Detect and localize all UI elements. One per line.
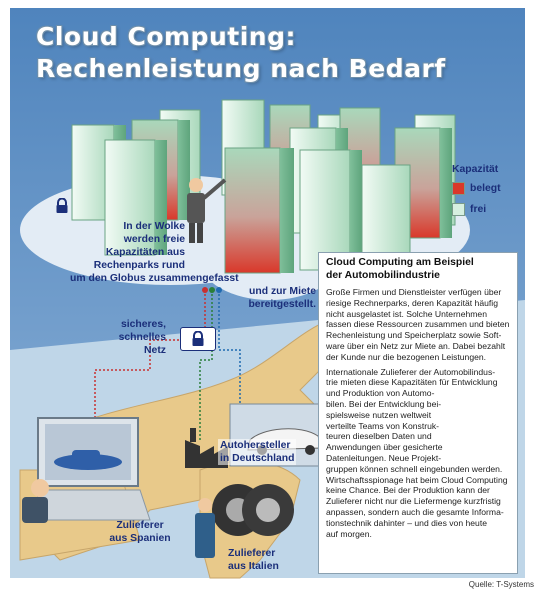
label-italien	[228, 547, 279, 573]
cloud-text-line-1: In der Wolke	[123, 221, 185, 232]
cloud-text-tail	[210, 285, 316, 311]
label-spanien-line-2: aus Spanien	[109, 533, 171, 544]
legend-swatch-belegt	[452, 182, 465, 195]
label-deutschland-line-1: Autohersteller	[220, 440, 291, 451]
title-line-2: Rechenleistung nach Bedarf	[36, 54, 446, 83]
label-italien-line-1: Zulieferer	[228, 548, 276, 559]
cloud-text-line-5: um den Globus zusammengefasst	[70, 273, 239, 284]
legend-swatch-frei	[452, 203, 465, 216]
spain-workstation	[22, 418, 150, 523]
label-spanien	[100, 519, 180, 545]
cloud-text-line-7: bereitgestellt.	[248, 299, 316, 310]
network-label	[100, 318, 166, 357]
network-label-line-3: Netz	[144, 345, 166, 356]
legend-label-belegt: belegt	[470, 183, 501, 194]
cloud-text-line-2: werden freie	[123, 234, 185, 245]
cloud-text	[40, 220, 185, 272]
info-paragraph-2: Internationale Zulieferer der Automobilindus- trie mieten diese Kapazitäten für Entwicklung und Produktion von Automo- bilen. Bei der Entwicklung bei- spielsweise nutzen weltweit verteilte Teams von Konstruk- teuren dieselben Daten und Anwendungen über gesicherte Datenleitungen. Neue Projekt- gruppen können schnell eingebunden werden. Wirtschaftsspionage hat beim Cloud Computing keine Chance. Bei der Produktion kann der Zulieferer nicht nur die Liefermenge kurzfristig anpassen, sondern auch die gesamte Informa- tionstechnik dahinter – und dies von heute auf morgen.	[326, 366, 508, 539]
legend-item-frei	[452, 203, 486, 216]
network-label-line-2: schnelles	[118, 332, 166, 343]
label-spanien-line-1: Zulieferer	[116, 520, 164, 531]
label-italien-line-2: aus Italien	[228, 561, 279, 572]
title-line-1: Cloud Computing:	[36, 22, 296, 51]
network-lock-badge	[180, 327, 216, 351]
label-deutschland-line-2: in Deutschland	[220, 453, 295, 464]
cloud-text-line-3: Kapazitäten aus	[105, 247, 185, 258]
cloud-text-line-4: Rechenparks rund	[93, 260, 185, 271]
cloud-text-line-6: und zur Miete	[249, 286, 316, 297]
network-label-line-1: sicheres,	[120, 319, 166, 330]
info-heading: Cloud Computing am Beispiel der Automobilindustrie	[326, 257, 474, 281]
legend-item-belegt	[452, 182, 501, 195]
info-box	[318, 252, 518, 574]
label-deutschland	[218, 439, 296, 465]
info-paragraph-1: Große Firmen und Dienstleister verfügen über riesige Rechnerparks, deren Kapazität häufig nicht ausgelastet ist. Solche Unternehmen fassen diese Ressourcen zusammen und bieten Rechenleistung und Speicherplatz sowie Soft- ware über ein Netz zur Miete an. Dabei bezahlt der Kunde nur die bezogenen Leistungen.	[326, 287, 510, 362]
lock-icon	[55, 198, 69, 214]
legend-label-frei: frei	[470, 204, 487, 215]
source-credit: Quelle: T-Systems	[468, 580, 534, 589]
lock-icon	[191, 331, 205, 347]
legend-title: Kapazität	[452, 164, 499, 175]
